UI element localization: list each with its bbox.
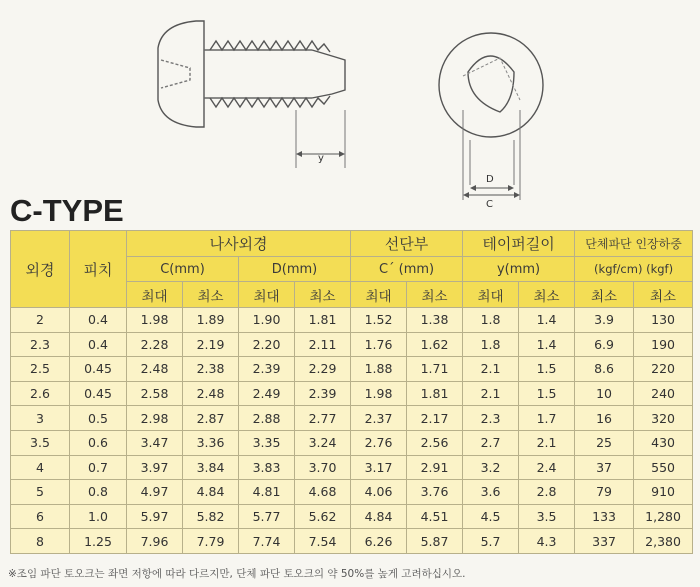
table-cell: 3 [11,406,70,431]
table-cell: 2.76 [351,430,407,455]
table-cell: 2.48 [183,381,239,406]
header-torque-units: (kgf/cm) (kgf) [575,257,693,282]
table-cell: 2.91 [407,455,463,480]
table-cell: 0.5 [70,406,127,431]
y-dimension-label: y [318,153,324,164]
table-cell: 1.81 [407,381,463,406]
table-cell: 3.2 [463,455,519,480]
table-cell: 2.4 [519,455,575,480]
table-cell: 3.83 [239,455,295,480]
table-cell: 7.54 [295,529,351,554]
table-cell: 4 [11,455,70,480]
page-title: C-TYPE [10,193,124,228]
table-row [11,430,693,455]
table-cell: 3.17 [351,455,407,480]
table-cell: 3.24 [295,430,351,455]
table-cell: 7.96 [127,529,183,554]
table-row [11,308,693,333]
table-cell: 0.8 [70,480,127,505]
table-cell: 130 [634,308,693,333]
table-cell: 337 [575,529,634,554]
table-cell: 0.45 [70,381,127,406]
table-cell: 7.79 [183,529,239,554]
header-max: 최대 [351,282,407,308]
table-cell: 133 [575,504,634,529]
header-max: 최대 [239,282,295,308]
table-cell: 2.1 [519,430,575,455]
table-cell: 0.45 [70,357,127,382]
table-cell: 1.5 [519,357,575,382]
table-cell: 0.4 [70,332,127,357]
table-cell: 1.38 [407,308,463,333]
table-row [11,529,693,554]
table-cell: 3.36 [183,430,239,455]
table-cell: 4.5 [463,504,519,529]
table-cell: 5.87 [407,529,463,554]
header-c-mm: C(mm) [127,257,239,282]
table-cell: 1.81 [295,308,351,333]
header-taper-length: 테이퍼길이 [463,231,575,257]
header-thread-outer: 나사외경 [127,231,351,257]
table-cell: 2.98 [127,406,183,431]
table-cell: 2.1 [463,357,519,382]
table-cell: 2.58 [127,381,183,406]
table-cell: 1.76 [351,332,407,357]
table-cell: 0.7 [70,455,127,480]
table-cell: 2.5 [11,357,70,382]
table-cell: 6 [11,504,70,529]
table-cell: 6.26 [351,529,407,554]
table-cell: 2.29 [295,357,351,382]
table-cell: 2.8 [519,480,575,505]
table-cell: 2.11 [295,332,351,357]
table-cell: 2.6 [11,381,70,406]
table-cell: 1.71 [407,357,463,382]
c-dimension-label: C [486,199,493,210]
table-row [11,480,693,505]
table-cell: 2.7 [463,430,519,455]
header-min: 최소 [295,282,351,308]
table-cell: 2.39 [239,357,295,382]
table-cell: 3.9 [575,308,634,333]
table-cell: 2.56 [407,430,463,455]
table-cell: 1.5 [519,381,575,406]
table-cell: 1.62 [407,332,463,357]
header-max: 최대 [463,282,519,308]
table-cell: 5.97 [127,504,183,529]
table-cell: 1.88 [351,357,407,382]
table-cell: 1.25 [70,529,127,554]
table-row [11,504,693,529]
table-cell: 8.6 [575,357,634,382]
table-cell: 430 [634,430,693,455]
table-row [11,332,693,357]
table-cell: 2.28 [127,332,183,357]
table-cell: 2.38 [183,357,239,382]
table-cell: 37 [575,455,634,480]
screw-technical-drawing [0,0,700,215]
table-cell: 5.7 [463,529,519,554]
table-cell: 4.68 [295,480,351,505]
table-cell: 2.49 [239,381,295,406]
header-min: 최소 [407,282,463,308]
table-cell: 79 [575,480,634,505]
table-cell: 3.35 [239,430,295,455]
table-cell: 3.97 [127,455,183,480]
table-cell: 3.84 [183,455,239,480]
table-cell: 910 [634,480,693,505]
header-pitch: 피치 [70,231,127,308]
header-max: 최대 [127,282,183,308]
table-cell: 3.47 [127,430,183,455]
table-cell: 2.3 [463,406,519,431]
table-cell: 8 [11,529,70,554]
table-cell: 1.4 [519,308,575,333]
table-cell: 3.70 [295,455,351,480]
table-cell: 2.1 [463,381,519,406]
table-row [11,455,693,480]
table-cell: 5.82 [183,504,239,529]
table-cell: 1.98 [127,308,183,333]
table-cell: 25 [575,430,634,455]
table-cell: 190 [634,332,693,357]
table-cell: 1.4 [519,332,575,357]
table-cell: 4.84 [183,480,239,505]
table-cell: 2,380 [634,529,693,554]
header-y-mm: y(mm) [463,257,575,282]
d-dimension-label: D [486,174,494,185]
table-cell: 2.48 [127,357,183,382]
table-cell: 2.37 [351,406,407,431]
table-cell: 4.3 [519,529,575,554]
table-cell: 4.51 [407,504,463,529]
table-cell: 1.98 [351,381,407,406]
table-cell: 4.81 [239,480,295,505]
table-cell: 220 [634,357,693,382]
header-min: 최소 [519,282,575,308]
table-cell: 4.84 [351,504,407,529]
table-cell: 16 [575,406,634,431]
table-cell: 3.76 [407,480,463,505]
table-cell: 5.62 [295,504,351,529]
table-cell: 3.5 [11,430,70,455]
table-cell: 1.90 [239,308,295,333]
table-cell: 1,280 [634,504,693,529]
table-cell: 4.97 [127,480,183,505]
table-cell: 2.87 [183,406,239,431]
table-cell: 5 [11,480,70,505]
table-cell: 2.39 [295,381,351,406]
table-cell: 1.8 [463,332,519,357]
header-tip: 선단부 [351,231,463,257]
table-cell: 7.74 [239,529,295,554]
table-cell: 6.9 [575,332,634,357]
spec-table [10,230,693,554]
table-cell: 1.52 [351,308,407,333]
table-cell: 2.17 [407,406,463,431]
table-cell: 2.77 [295,406,351,431]
table-cell: 1.0 [70,504,127,529]
table-cell: 3.5 [519,504,575,529]
header-min: 최소 [183,282,239,308]
header-c-prime-mm: C´ (mm) [351,257,463,282]
table-cell: 2.88 [239,406,295,431]
header-d-mm: D(mm) [239,257,351,282]
table-cell: 2.3 [11,332,70,357]
header-outer-diameter: 외경 [11,231,70,308]
table-row [11,381,693,406]
table-cell: 3.6 [463,480,519,505]
table-cell: 1.7 [519,406,575,431]
spec-table-body [11,308,693,554]
table-cell: 2.20 [239,332,295,357]
screw-side-view [158,21,345,168]
table-cell: 2 [11,308,70,333]
header-torque: 단체파단 인장하중 [575,231,693,257]
table-cell: 1.8 [463,308,519,333]
table-cell: 5.77 [239,504,295,529]
table-cell: 4.06 [351,480,407,505]
table-row [11,406,693,431]
table-cell: 550 [634,455,693,480]
table-cell: 240 [634,381,693,406]
table-row [11,357,693,382]
table-cell: 320 [634,406,693,431]
table-cell: 2.19 [183,332,239,357]
header-min: 최소 [634,282,693,308]
footnote: ※조임 파단 토오크는 좌면 저항에 따라 다르지만, 단체 파단 토오크의 약 50%를 높게 고려하십시오. [8,568,466,580]
table-cell: 1.89 [183,308,239,333]
table-cell: 10 [575,381,634,406]
table-cell: 0.6 [70,430,127,455]
table-cell: 0.4 [70,308,127,333]
header-min: 최소 [575,282,634,308]
